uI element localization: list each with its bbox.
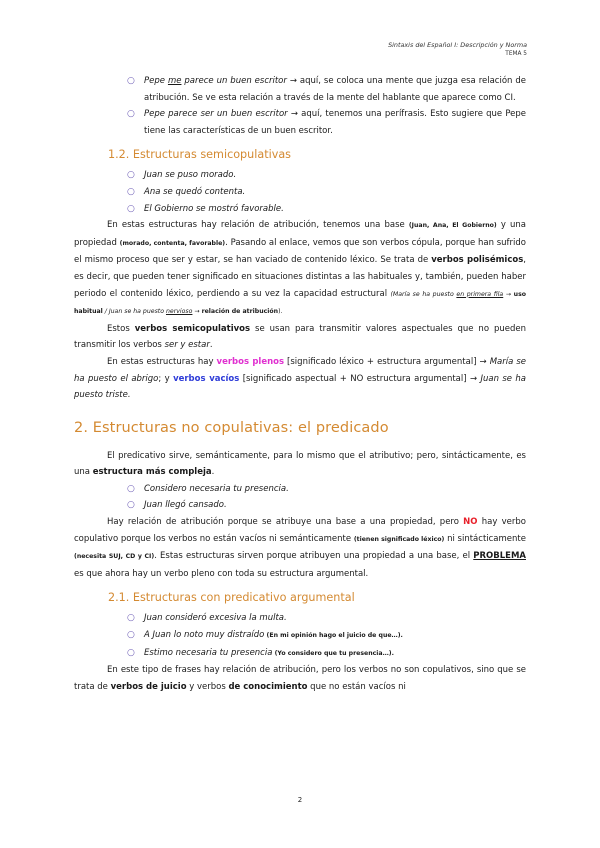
example-item: ○ Ana se quedó contenta. xyxy=(74,184,526,201)
paragraph: En estas estructuras hay relación de atribución, tenemos una base (Juan, Ana, El Gobierno) y una propiedad (morado, contenta, favorable). Pasando al enlace, vemos que son verbos cópula, porque han sufrido el mismo proceso que ser y estar, se han vaciado de contenido léxico. Se trata de verbos polisémicos, es decir, que pueden tener significado en situaciones distintas a las habituales y, también, pueden haber periodo el contenido léxico, perdiendo a su vez la capacidad estructural (María se ha puesto en primera fila → uso habitual / Juan se ha puesto nervioso → relación de atribución). xyxy=(74,220,527,316)
example-item: ○ Juan llegó cansado. xyxy=(74,497,526,514)
section-heading: 1.2. Estructuras semicopulativas xyxy=(108,148,292,162)
paragraph: En este tipo de frases hay relación de atribución, pero los verbos no son copulativos, sino que se trata de verbos de juicio y verbos de conocimiento que no están vacíos ni xyxy=(74,665,526,692)
paragraph: En estas estructuras hay verbos plenos [significado léxico + estructura argumental] → María se ha puesto el abrigo; y verbos vacíos [significado aspectual + NO estructura argumental] → Juan se ha puesto triste. xyxy=(74,356,527,401)
example-item: ○ Juan consideró excesiva la multa. xyxy=(74,610,526,627)
circle-bullet-icon: ○ xyxy=(127,483,135,494)
paragraph: Hay relación de atribución porque se atribuye una base a una propiedad, pero NO hay verbo copulativo porque los verbos no están vacíos ni semánticamente (tienen significado léxico) ni sintácticamente (necesita SUJ, CD y CI). Estas estructuras sirven porque atribuyen una propiedad a una base, el PROBLEMA es que ahora hay un verbo pleno con toda su estructura argumental. xyxy=(74,517,526,579)
section-heading: 2.1. Estructuras con predicativo argumental xyxy=(108,591,355,605)
list-item: ○ Pepe parece ser un buen escritor → aquí, tenemos una perífrasis. Esto sugiere que Pepe tiene las características de un buen escritor. xyxy=(74,106,526,139)
paragraph: El predicativo sirve, semánticamente, para lo mismo que el atributivo; pero, sintácticamente, es una estructura más compleja. xyxy=(74,450,526,478)
circle-bullet-icon: ○ xyxy=(127,203,135,214)
page-number: 2 xyxy=(297,796,303,804)
circle-bullet-icon: ○ xyxy=(127,613,135,624)
circle-bullet-icon: ○ xyxy=(127,186,135,197)
example-item: ○ El Gobierno se mostró favorable. xyxy=(74,201,526,218)
circle-bullet-icon: ○ xyxy=(127,76,135,86)
circle-bullet-icon: ○ xyxy=(127,630,135,641)
list-item: ○ Pepe me parece un buen escritor → aquí, se coloca una mente que juzga esa relación de atribución. Se ve esta relación a través de la mente del hablante que aparece como CI. xyxy=(74,73,526,106)
paragraph: Estos verbos semicopulativos se usan para transmitir valores aspectuales que no pueden transmitir los verbos ser y estar. xyxy=(74,323,526,351)
circle-bullet-icon: ○ xyxy=(127,500,135,511)
example-item: ○ Considero necesaria tu presencia. xyxy=(74,481,526,498)
example-item: ○ Estimo necesaria tu presencia (Yo considero que tu presencia…). xyxy=(74,645,526,663)
example-item: ○ A Juan lo noto muy distraído (En mi opinión hago el juicio de que…). xyxy=(74,627,526,645)
page-content xyxy=(74,73,526,695)
chapter-heading: 2. Estructuras no copulativas: el predicado xyxy=(74,419,389,436)
header-subtitle: TEMA 5 xyxy=(505,51,527,57)
circle-bullet-icon: ○ xyxy=(127,647,135,658)
page-header xyxy=(388,41,527,59)
header-title: Sintaxis del Español I: Descripción y Norma xyxy=(388,41,527,49)
example-item: ○ Juan se puso morado. xyxy=(74,167,526,184)
circle-bullet-icon: ○ xyxy=(127,170,135,181)
circle-bullet-icon: ○ xyxy=(127,109,135,120)
